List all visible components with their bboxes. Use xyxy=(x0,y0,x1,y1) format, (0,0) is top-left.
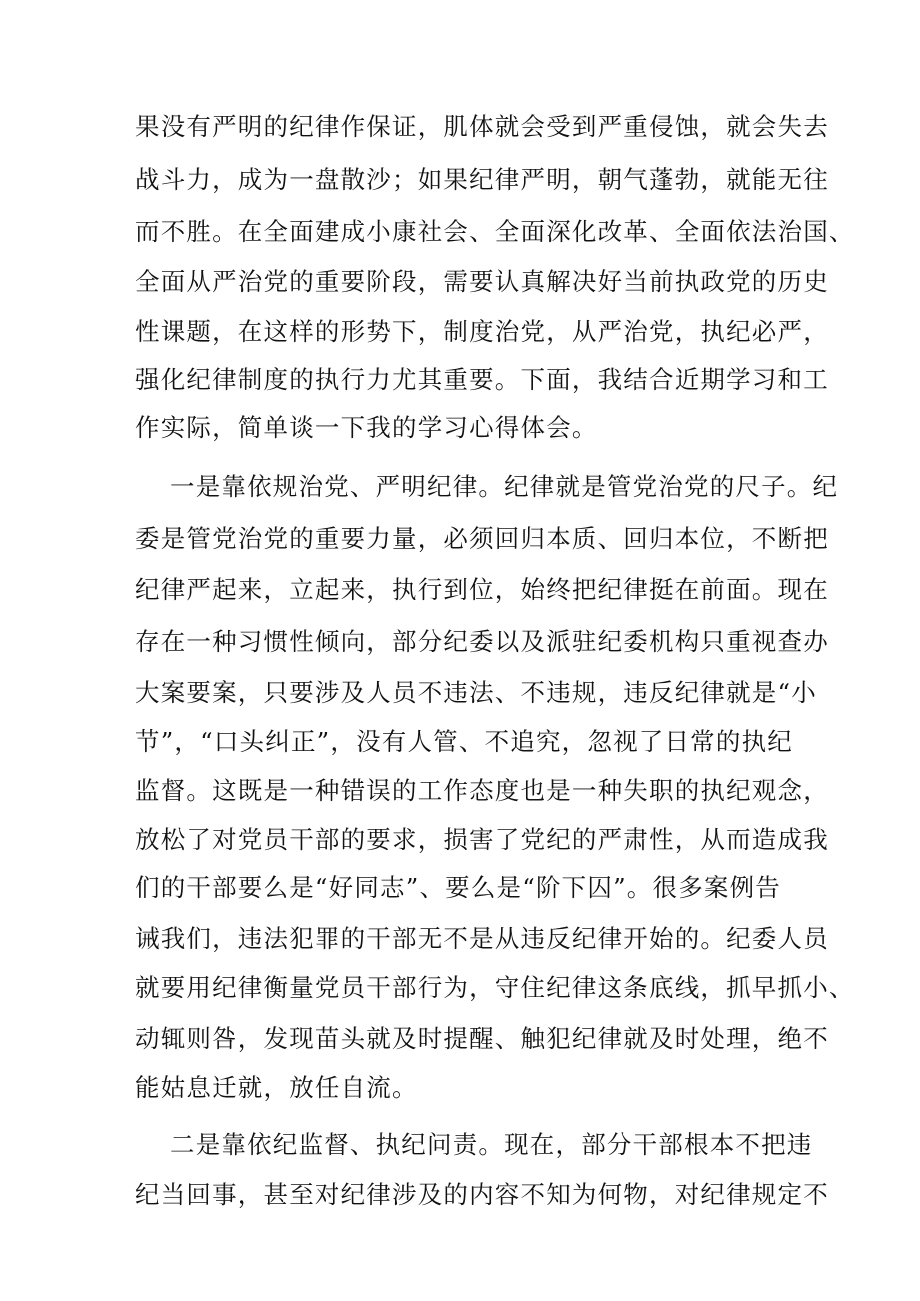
text-line: 纪律严起来，立起来，执行到位，始终把纪律挺在前面。现在 xyxy=(135,575,829,604)
text-line: 们的干部要么是“好同志”、要么是“阶下囚”。很多案例告 xyxy=(135,873,781,902)
paragraph-first-line: 二是靠依纪监督、执纪问责。现在，部分干部根本不把违 xyxy=(170,1130,813,1159)
text-line: 大案要案，只要涉及人员不违法、不违规，违反纪律就是“小 xyxy=(135,678,817,707)
text-line: 能姑息迁就，放任自流。 xyxy=(135,1073,418,1102)
text-line: 监督。这既是一种错误的工作态度也是一种失职的执纪观念， xyxy=(135,776,829,805)
text-line: 战斗力，成为一盘散沙；如果纪律严明，朝气蓬勃，就能无往 xyxy=(135,165,829,194)
text-line: 强化纪律制度的执行力尤其重要。下面，我结合近期学习和工 xyxy=(135,365,829,394)
paragraph-first-line: 一是靠依规治党、严明纪律。纪律就是管党治党的尺子。纪 xyxy=(170,472,839,501)
text-line: 就要用纪律衡量党员干部行为，守住纪律这条底线，抓早抓小、 xyxy=(135,973,855,1002)
text-line: 节”，“口头纠正”，没有人管、不追究，忽视了日常的执纪 xyxy=(135,727,793,756)
text-line: 纪当回事，甚至对纪律涉及的内容不知为何物，对纪律规定不 xyxy=(135,1180,829,1209)
text-line: 诫我们，违法犯罪的干部无不是从违反纪律开始的。纪委人员 xyxy=(135,924,829,953)
text-line: 作实际，简单谈一下我的学习心得体会。 xyxy=(135,413,598,442)
text-line: 性课题，在这样的形势下，制度治党，从严治党，执纪必严， xyxy=(135,317,829,346)
text-line: 果没有严明的纪律作保证，肌体就会受到严重侵蚀，就会失去 xyxy=(135,112,829,141)
text-line: 动辄则咎，发现苗头就及时提醒、触犯纪律就及时处理，绝不 xyxy=(135,1024,829,1053)
text-line: 放松了对党员干部的要求，损害了党纪的严肃性，从而造成我 xyxy=(135,825,829,854)
text-line: 委是管党治党的重要力量，必须回归本质、回归本位，不断把 xyxy=(135,524,829,553)
text-line: 存在一种习惯性倾向，部分纪委以及派驻纪委机构只重视查办 xyxy=(135,627,829,656)
text-line: 全面从严治党的重要阶段，需要认真解决好当前执政党的历史 xyxy=(135,267,829,296)
text-line: 而不胜。在全面建成小康社会、全面深化改革、全面依法治国、 xyxy=(135,217,855,246)
